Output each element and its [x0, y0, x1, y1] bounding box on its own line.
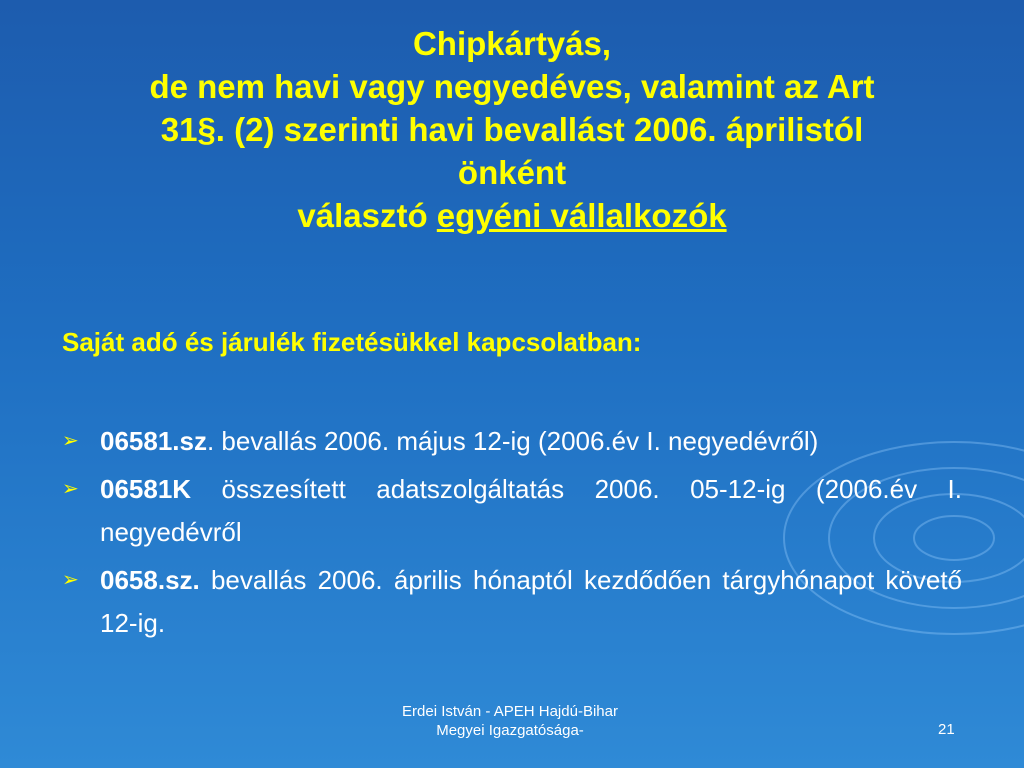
title-underlined: egyéni vállalkozók	[436, 197, 727, 234]
slide-title	[40, 22, 984, 237]
bullet-item-1	[62, 420, 962, 463]
title-prefix: választó	[297, 197, 437, 234]
page-number: 21	[938, 721, 955, 738]
form-code: 06581K	[100, 474, 192, 504]
bullet-item-3	[62, 559, 962, 645]
footer	[330, 702, 690, 740]
form-code: 06581.sz	[100, 426, 207, 456]
arrowhead-bullet-icon: ➢	[62, 478, 79, 500]
title-line-1: Chipkártyás,	[412, 25, 612, 62]
subheading: Saját adó és járulék fizetésükkel kapcsolatban:	[62, 327, 642, 357]
form-code: 0658.sz.	[100, 565, 200, 595]
title-line-5	[40, 194, 984, 237]
bullet-item-2	[62, 468, 962, 554]
footer-line-1: Erdei István - APEH Hajdú-Bihar	[402, 703, 618, 720]
title-line-2: de nem havi vagy negyedéves, valamint az Art	[149, 68, 875, 105]
bullet-text: bevallás 2006. április hónaptól kezdődően tárgyhónapot követő 12-ig.	[100, 565, 962, 638]
title-line-3: 31§. (2) szerinti havi bevallást 2006. áprilistól	[160, 111, 864, 148]
bullet-text: . bevallás 2006. május 12-ig (2006.év I. negyedévről)	[206, 426, 819, 456]
arrowhead-bullet-icon: ➢	[62, 569, 79, 591]
bullet-text: összesített adatszolgáltatás 2006. 05-12-ig (2006.év I. negyedévről	[100, 474, 962, 547]
bullet-list	[62, 420, 962, 650]
title-line-4: önként	[457, 154, 567, 191]
footer-line-2: Megyei Igazgatósága-	[436, 722, 584, 739]
arrowhead-bullet-icon: ➢	[62, 430, 79, 452]
